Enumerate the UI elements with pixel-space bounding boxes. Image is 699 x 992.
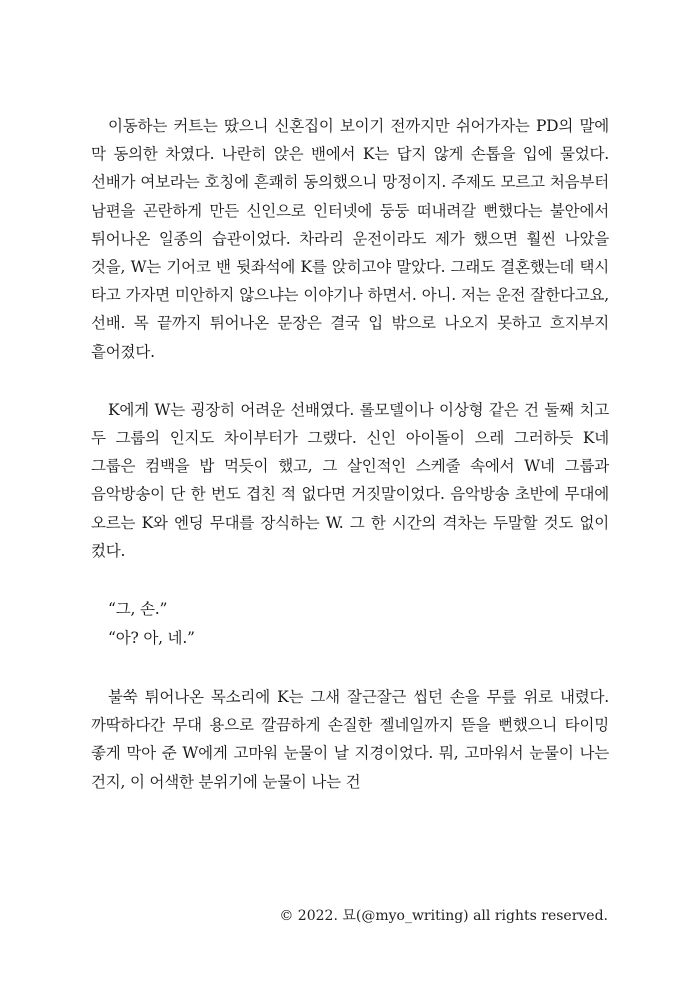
dialogue-line-1: “그, 손.”	[108, 600, 168, 619]
copyright-notice: © 2022. 묘(@myo_writing) all rights reserved.	[279, 908, 608, 924]
paragraph-3: 불쑥 튀어나온 목소리에 K는 그새 잘근잘근 씹던 손을 무릎 위로 내렸다. 까딱하다간 무대 용으로 깔끔하게 손질한 젤네일까지 뜯을 뻔했으니 타이밍 좋게 막아 준 W에게 고마워 눈물이 날 지경이었다. 뭐, 고마워서 눈물이 나는 건지, 이 어색한 분위기에 눈물이 나는 건	[91, 688, 609, 791]
document-body	[91, 112, 609, 796]
dialogue-block	[91, 595, 609, 653]
paragraph-1: 이동하는 커트는 땄으니 신혼집이 보이기 전까지만 쉬어가자는 PD의 말에 막 동의한 차였다. 나란히 앉은 밴에서 K는 답지 않게 손톱을 입에 물었다. 선배가 여보라는 호칭에 흔쾌히 동의했으니 망정이지. 주제도 모르고 처음부터 남편을 곤란하게 만든 신인으로 인터넷에 둥둥 떠내려갈 뻔했다는 불안에서 튀어나온 일종의 습관이었다. 차라리 운전이라도 제가 했으면 훨씬 나았을 것을, W는 기어코 밴 뒷좌석에 K를 앉히고야 말았다. 그래도 결혼했는데 택시 타고 가자면 미안하지 않으냐는 이야기나 하면서. 아니. 저는 운전 잘한다고요, 선배. 목 끝까지 튀어나온 문장은 결국 입 밖으로 나오지 못하고 흐지부지 흩어졌다.	[91, 117, 609, 361]
paragraph-2: K에게 W는 굉장히 어려운 선배였다. 롤모델이나 이상형 같은 건 둘째 치고 두 그룹의 인지도 차이부터가 그랬다. 신인 아이돌이 으레 그러하듯 K네 그룹은 컴백을 밥 먹듯이 했고, 그 살인적인 스케줄 속에서 W네 그룹과 음악방송이 단 한 번도 겹친 적 없다면 거짓말이었다. 음악방송 초반에 무대에 오르는 K와 엔딩 무대를 장식하는 W. 그 한 시간의 격차는 두말할 것도 없이 컸다.	[91, 400, 609, 560]
dialogue-line-2: “아? 아, 네.”	[108, 629, 195, 648]
